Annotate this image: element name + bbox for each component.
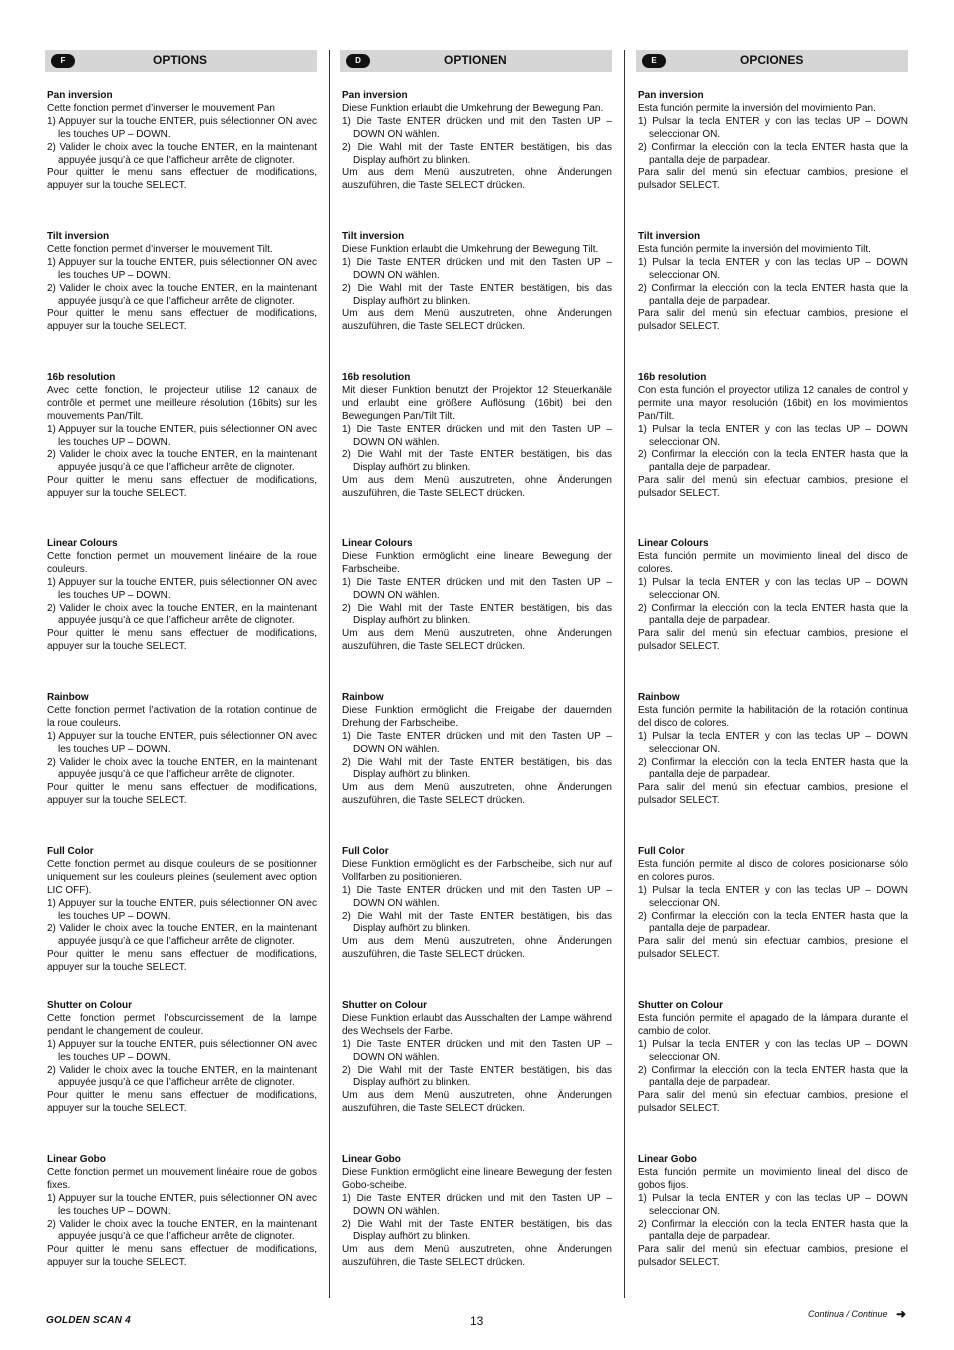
- language-badge: D: [346, 54, 370, 68]
- option-section: [638, 90, 908, 193]
- step-1: 1) Pulsar la tecla ENTER y con las teclas UP – DOWN seleccionar ON.: [638, 1192, 908, 1217]
- section-intro: Esta función permite un movimiento lineal del disco de gobos fijos.: [638, 1166, 908, 1191]
- step-1: 1) Appuyer sur la touche ENTER, puis sélectionner ON avec les touches UP – DOWN.: [47, 1038, 317, 1063]
- step-2: 2) Valider le choix avec la touche ENTER, en la maintenant appuyée jusqu’à ce que l’afficheur arrête de clignoter.: [47, 756, 317, 781]
- continue-label: Continua / Continue: [808, 1309, 888, 1319]
- section-outro: Pour quitter le menu sans effectuer de modifications, appuyer sur la touche SELECT.: [47, 782, 317, 807]
- section-title: Shutter on Colour: [638, 1000, 723, 1011]
- section-outro: Pour quitter le menu sans effectuer de modifications, appuyer sur la touche SELECT.: [47, 1244, 317, 1269]
- section-intro: Cette fonction permet l’obscurcissement de la lampe pendant le changement de couleur.: [47, 1012, 317, 1037]
- section-outro: Um aus dem Menü auszutreten, ohne Änderungen auszuführen, die Taste SELECT drücken.: [342, 628, 612, 653]
- section-outro: Pour quitter le menu sans effectuer de modifications, appuyer sur la touche SELECT.: [47, 308, 317, 333]
- section-title: Linear Gobo: [638, 1154, 697, 1165]
- step-1: 1) Die Taste ENTER drücken und mit den Tasten UP – DOWN ON wählen.: [342, 730, 612, 755]
- section-outro: Para salir del menú sin efectuar cambios, presione el pulsador SELECT.: [638, 475, 908, 500]
- section-outro: Um aus dem Menü auszutreten, ohne Änderungen auszuführen, die Taste SELECT drücken.: [342, 1090, 612, 1115]
- section-outro: Um aus dem Menü auszutreten, ohne Änderungen auszuführen, die Taste SELECT drücken.: [342, 475, 612, 500]
- section-title: Linear Colours: [638, 538, 709, 549]
- section-title: Tilt inversion: [342, 231, 405, 242]
- option-section: [342, 90, 612, 193]
- option-section: [638, 846, 908, 962]
- section-intro: Avec cette fonction, le projecteur utilise 12 canaux de contrôle et permet une meilleure résolution (16bits) sur les mouvements Pan/Tilt.: [47, 384, 317, 422]
- section-intro: Cette fonction permet d’inverser le mouvement Tilt.: [47, 243, 273, 255]
- section-intro: Diese Funktion ermöglicht es der Farbscheibe, sich nur auf Vollfarben zu positionieren.: [342, 858, 612, 883]
- option-section: [638, 372, 908, 501]
- section-title: Full Color: [342, 846, 389, 857]
- step-2: 2) Die Wahl mit der Taste ENTER bestätigen, bis das Display aufhört zu blinken.: [342, 602, 612, 627]
- option-section: [47, 692, 317, 808]
- section-title: Linear Colours: [342, 538, 413, 549]
- section-intro: Diese Funktion erlaubt die Umkehrung der Bewegung Tilt.: [342, 243, 599, 255]
- section-intro: Con esta función el proyector utiliza 12 canales de control y permite una mayor resolución (16bit) en los movimientos Pan/Tilt.: [638, 384, 908, 422]
- step-2: 2) Die Wahl mit der Taste ENTER bestätigen, bis das Display aufhört zu blinken.: [342, 141, 612, 166]
- section-outro: Um aus dem Menü auszutreten, ohne Änderungen auszuführen, die Taste SELECT drücken.: [342, 308, 612, 333]
- footer-brand: GOLDEN SCAN 4: [46, 1315, 131, 1326]
- section-title: Pan inversion: [342, 90, 408, 101]
- step-1: 1) Die Taste ENTER drücken und mit den Tasten UP – DOWN ON wählen.: [342, 423, 612, 448]
- section-intro: Esta función permite la inversión del movimiento Tilt.: [638, 243, 871, 255]
- section-title: Linear Colours: [47, 538, 118, 549]
- section-intro: Diese Funktion erlaubt die Umkehrung der Bewegung Pan.: [342, 102, 604, 114]
- step-1: 1) Die Taste ENTER drücken und mit den Tasten UP – DOWN ON wählen.: [342, 1192, 612, 1217]
- section-intro: Esta función permite la habilitación de la rotación continua del disco de colores.: [638, 704, 908, 729]
- section-title: Shutter on Colour: [47, 1000, 132, 1011]
- step-1: 1) Die Taste ENTER drücken und mit den Tasten UP – DOWN ON wählen.: [342, 115, 612, 140]
- step-2: 2) Confirmar la elección con la tecla ENTER hasta que la pantalla deje de parpadear.: [638, 449, 908, 474]
- section-title: 16b resolution: [342, 372, 411, 383]
- section-title: Tilt inversion: [638, 231, 701, 242]
- column-title: OPCIONES: [740, 53, 804, 67]
- option-section: [342, 1000, 612, 1116]
- section-intro: Cette fonction permet un mouvement linéaire roue de gobos fixes.: [47, 1166, 317, 1191]
- step-1: 1) Appuyer sur la touche ENTER, puis sélectionner ON avec les touches UP – DOWN.: [47, 256, 317, 281]
- section-intro: Mit dieser Funktion benutzt der Projektor 12 Steuerkanäle und erlaubt eine größere Auflösung (16bit) bei den Bewegungen Pan/Tilt Tilt.: [342, 384, 612, 422]
- column-title: OPTIONEN: [444, 53, 507, 67]
- step-1: 1) Appuyer sur la touche ENTER, puis sélectionner ON avec les touches UP – DOWN.: [47, 730, 317, 755]
- step-2: 2) Valider le choix avec la touche ENTER, en la maintenant appuyée jusqu’à ce que l’afficheur arrête de clignoter.: [47, 449, 317, 474]
- section-intro: Esta función permite el apagado de la lámpara durante el cambio de color.: [638, 1012, 908, 1037]
- step-1: 1) Pulsar la tecla ENTER y con las teclas UP – DOWN seleccionar ON.: [638, 115, 908, 140]
- step-1: 1) Appuyer sur la touche ENTER, puis sélectionner ON avec les touches UP – DOWN.: [47, 897, 317, 922]
- section-outro: Pour quitter le menu sans effectuer de modifications, appuyer sur la touche SELECT.: [47, 628, 317, 653]
- section-outro: Pour quitter le menu sans effectuer de modifications, appuyer sur la touche SELECT.: [47, 1090, 317, 1115]
- step-1: 1) Die Taste ENTER drücken und mit den Tasten UP – DOWN ON wählen.: [342, 884, 612, 909]
- section-intro: Diese Funktion ermöglicht eine lineare Bewegung der Farbscheibe.: [342, 550, 612, 575]
- step-2: 2) Die Wahl mit der Taste ENTER bestätigen, bis das Display aufhört zu blinken.: [342, 1064, 612, 1089]
- section-outro: Para salir del menú sin efectuar cambios, presione el pulsador SELECT.: [638, 936, 908, 961]
- option-section: [638, 1154, 908, 1270]
- arrow-right-icon: ➜: [896, 1307, 907, 1321]
- section-outro: Um aus dem Menü auszutreten, ohne Änderungen auszuführen, die Taste SELECT drücken.: [342, 167, 612, 192]
- column-divider-2: [624, 50, 625, 1298]
- section-outro: Para salir del menú sin efectuar cambios, presione el pulsador SELECT.: [638, 782, 908, 807]
- step-2: 2) Valider le choix avec la touche ENTER, en la maintenant appuyée jusqu’à ce que l’afficheur arrête de clignoter.: [47, 1064, 317, 1089]
- section-title: Full Color: [47, 846, 94, 857]
- section-title: Pan inversion: [47, 90, 113, 101]
- step-1: 1) Pulsar la tecla ENTER y con las teclas UP – DOWN seleccionar ON.: [638, 256, 908, 281]
- step-2: 2) Die Wahl mit der Taste ENTER bestätigen, bis das Display aufhört zu blinken.: [342, 910, 612, 935]
- section-outro: Pour quitter le menu sans effectuer de modifications, appuyer sur la touche SELECT.: [47, 475, 317, 500]
- option-section: [342, 231, 612, 334]
- option-section: [342, 846, 612, 962]
- step-1: 1) Die Taste ENTER drücken und mit den Tasten UP – DOWN ON wählen.: [342, 1038, 612, 1063]
- section-title: Shutter on Colour: [342, 1000, 427, 1011]
- section-intro: Esta función permite la inversión del movimiento Pan.: [638, 102, 876, 114]
- step-2: 2) Confirmar la elección con la tecla ENTER hasta que la pantalla deje de parpadear.: [638, 1218, 908, 1243]
- option-section: [47, 372, 317, 501]
- option-section: [342, 1154, 612, 1270]
- section-intro: Esta función permite un movimiento lineal del disco de colores.: [638, 550, 908, 575]
- option-section: [342, 538, 612, 654]
- step-1: 1) Die Taste ENTER drücken und mit den Tasten UP – DOWN ON wählen.: [342, 256, 612, 281]
- step-2: 2) Valider le choix avec la touche ENTER, en la maintenant appuyée jusqu’à ce que l’afficheur arrête de clignoter.: [47, 1218, 317, 1243]
- step-1: 1) Appuyer sur la touche ENTER, puis sélectionner ON avec les touches UP – DOWN.: [47, 115, 317, 140]
- step-2: 2) Die Wahl mit der Taste ENTER bestätigen, bis das Display aufhört zu blinken.: [342, 1218, 612, 1243]
- step-1: 1) Pulsar la tecla ENTER y con las teclas UP – DOWN seleccionar ON.: [638, 423, 908, 448]
- option-section: [47, 1000, 317, 1116]
- option-section: [47, 231, 317, 334]
- column-header: [636, 50, 908, 72]
- section-title: Rainbow: [47, 692, 89, 703]
- section-title: Linear Gobo: [342, 1154, 401, 1165]
- step-2: 2) Confirmar la elección con la tecla ENTER hasta que la pantalla deje de parpadear.: [638, 756, 908, 781]
- section-intro: Cette fonction permet au disque couleurs de se positionner uniquement sur les couleurs pleines (seulement avec option LIC OFF).: [47, 858, 317, 896]
- step-2: 2) Die Wahl mit der Taste ENTER bestätigen, bis das Display aufhört zu blinken.: [342, 756, 612, 781]
- section-outro: Pour quitter le menu sans effectuer de modifications, appuyer sur la touche SELECT.: [47, 167, 317, 192]
- section-outro: Para salir del menú sin efectuar cambios, presione el pulsador SELECT.: [638, 1244, 908, 1269]
- step-1: 1) Pulsar la tecla ENTER y con las teclas UP – DOWN seleccionar ON.: [638, 730, 908, 755]
- option-section: [47, 1154, 317, 1270]
- step-2: 2) Confirmar la elección con la tecla ENTER hasta que la pantalla deje de parpadear.: [638, 141, 908, 166]
- section-outro: Um aus dem Menü auszutreten, ohne Änderungen auszuführen, die Taste SELECT drücken.: [342, 1244, 612, 1269]
- page-number: 13: [470, 1314, 484, 1328]
- section-intro: Cette fonction permet un mouvement linéaire de la roue couleurs.: [47, 550, 317, 575]
- step-2: 2) Confirmar la elección con la tecla ENTER hasta que la pantalla deje de parpadear.: [638, 1064, 908, 1089]
- section-intro: Diese Funktion ermöglicht eine lineare Bewegung der festen Gobo-scheibe.: [342, 1166, 612, 1191]
- section-outro: Para salir del menú sin efectuar cambios, presione el pulsador SELECT.: [638, 308, 908, 333]
- step-2: 2) Valider le choix avec la touche ENTER, en la maintenant appuyée jusqu’à ce que l’afficheur arrête de clignoter.: [47, 923, 317, 948]
- section-title: Full Color: [638, 846, 685, 857]
- option-section: [47, 90, 317, 193]
- step-2: 2) Die Wahl mit der Taste ENTER bestätigen, bis das Display aufhört zu blinken.: [342, 449, 612, 474]
- language-badge: F: [51, 54, 75, 68]
- step-1: 1) Pulsar la tecla ENTER y con las teclas UP – DOWN seleccionar ON.: [638, 576, 908, 601]
- section-title: 16b resolution: [638, 372, 707, 383]
- option-section: [342, 372, 612, 501]
- step-1: 1) Appuyer sur la touche ENTER, puis sélectionner ON avec les touches UP – DOWN.: [47, 423, 317, 448]
- column-german: [340, 50, 612, 1269]
- step-1: 1) Pulsar la tecla ENTER y con las teclas UP – DOWN seleccionar ON.: [638, 884, 908, 909]
- section-title: 16b resolution: [47, 372, 116, 383]
- step-2: 2) Valider le choix avec la touche ENTER, en la maintenant appuyée jusqu’à ce que l’afficheur arrête de clignoter.: [47, 141, 317, 166]
- option-section: [638, 231, 908, 334]
- option-section: [638, 692, 908, 808]
- section-title: Linear Gobo: [47, 1154, 106, 1165]
- section-intro: Esta función permite al disco de colores posicionarse sólo en colores puros.: [638, 858, 908, 883]
- column-spanish: [636, 50, 908, 1269]
- step-2: 2) Die Wahl mit der Taste ENTER bestätigen, bis das Display aufhört zu blinken.: [342, 282, 612, 307]
- column-divider-1: [329, 50, 330, 1298]
- step-2: 2) Valider le choix avec la touche ENTER, en la maintenant appuyée jusqu’à ce que l’afficheur arrête de clignoter.: [47, 282, 317, 307]
- language-badge: E: [642, 54, 666, 68]
- section-title: Pan inversion: [638, 90, 704, 101]
- column-header: [340, 50, 612, 72]
- step-2: 2) Confirmar la elección con la tecla ENTER hasta que la pantalla deje de parpadear.: [638, 910, 908, 935]
- section-outro: Para salir del menú sin efectuar cambios, presione el pulsador SELECT.: [638, 1090, 908, 1115]
- section-intro: Diese Funktion erlaubt das Ausschalten der Lampe während des Wechsels der Farbe.: [342, 1012, 612, 1037]
- column-header: [45, 50, 317, 72]
- section-title: Tilt inversion: [47, 231, 110, 242]
- section-intro: Cette fonction permet d’inverser le mouvement Pan: [47, 102, 275, 114]
- option-section: [638, 538, 908, 654]
- step-1: 1) Appuyer sur la touche ENTER, puis sélectionner ON avec les touches UP – DOWN.: [47, 576, 317, 601]
- section-outro: Um aus dem Menü auszutreten, ohne Änderungen auszuführen, die Taste SELECT drücken.: [342, 782, 612, 807]
- option-section: [47, 846, 317, 975]
- section-intro: Cette fonction permet l’activation de la rotation continue de la roue couleurs.: [47, 704, 317, 729]
- section-intro: Diese Funktion ermöglicht die Freigabe der dauernden Drehung der Farbscheibe.: [342, 704, 612, 729]
- step-2: 2) Confirmar la elección con la tecla ENTER hasta que la pantalla deje de parpadear.: [638, 282, 908, 307]
- option-section: [47, 538, 317, 654]
- section-outro: Para salir del menú sin efectuar cambios, presione el pulsador SELECT.: [638, 628, 908, 653]
- section-outro: Um aus dem Menü auszutreten, ohne Änderungen auszuführen, die Taste SELECT drücken.: [342, 936, 612, 961]
- section-outro: Para salir del menú sin efectuar cambios, presione el pulsador SELECT.: [638, 167, 908, 192]
- option-section: [638, 1000, 908, 1116]
- step-1: 1) Die Taste ENTER drücken und mit den Tasten UP – DOWN ON wählen.: [342, 576, 612, 601]
- step-1: 1) Pulsar la tecla ENTER y con las teclas UP – DOWN seleccionar ON.: [638, 1038, 908, 1063]
- column-title: OPTIONS: [153, 53, 208, 67]
- column-french: [45, 50, 317, 1269]
- step-2: 2) Valider le choix avec la touche ENTER, en la maintenant appuyée jusqu’à ce que l’afficheur arrête de clignoter.: [47, 602, 317, 627]
- step-1: 1) Appuyer sur la touche ENTER, puis sélectionner ON avec les touches UP – DOWN.: [47, 1192, 317, 1217]
- section-title: Rainbow: [342, 692, 384, 703]
- step-2: 2) Confirmar la elección con la tecla ENTER hasta que la pantalla deje de parpadear.: [638, 602, 908, 627]
- option-section: [342, 692, 612, 808]
- section-title: Rainbow: [638, 692, 680, 703]
- section-outro: Pour quitter le menu sans effectuer de modifications, appuyer sur la touche SELECT.: [47, 949, 317, 974]
